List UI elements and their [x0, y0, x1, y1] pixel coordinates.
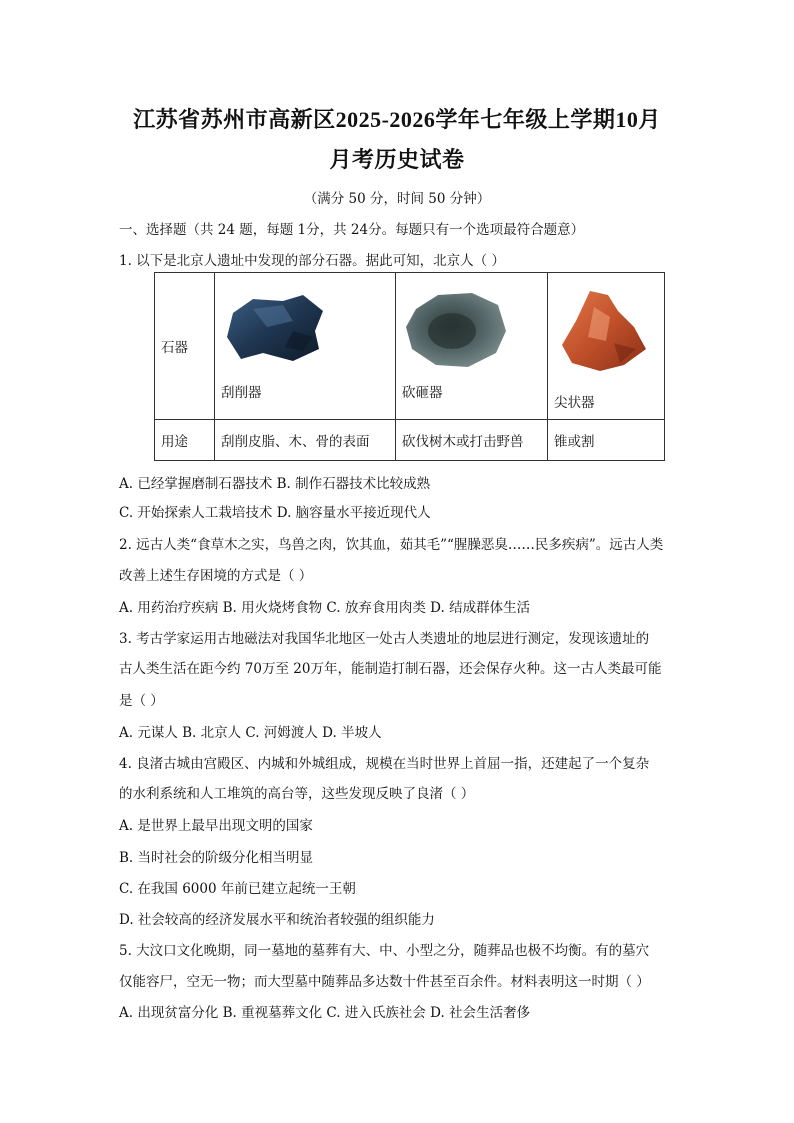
q5-options: A. 出现贫富分化 B. 重视墓葬文化 C. 进入氏族社会 D. 社会生活奢侈: [119, 1005, 531, 1021]
stone-tools-table: [154, 272, 665, 461]
q4-option-a: A. 是世界上最早出现文明的国家: [119, 818, 313, 834]
tool-cell-scraper: [215, 273, 396, 420]
tool-use-scraper: 刮削皮脂、木、骨的表面: [215, 420, 396, 461]
q4-stem-line1: 4. 良渚古城由宫殿区、内城和外城组成，规模在当时世界上首屈一指，还建起了一个复杂: [119, 756, 650, 772]
q4-option-d: D. 社会较高的经济发展水平和统治者较强的组织能力: [119, 912, 435, 928]
row-header-tools: 石器: [155, 273, 215, 420]
orange-red-stone-icon: [554, 287, 654, 377]
tool-cell-point: [548, 273, 665, 420]
section-heading: 一、选择题（共 24 题，每题 1分，共 24分。每题只有一个选项最符合题意）: [119, 222, 585, 238]
q5-stem-line2: 仅能容尸，空无一物；而大型墓中随葬品多达数十件甚至百余件。材料表明这一时期（ ）: [119, 974, 650, 990]
tool-cell-chopper: [396, 273, 548, 420]
exam-title-line1: 江苏省苏州市高新区2025-2026学年七年级上学期10月: [133, 107, 661, 132]
tool-name-chopper: 砍砸器: [402, 385, 443, 401]
q3-options: A. 元谋人 B. 北京人 C. 河姆渡人 D. 半坡人: [119, 725, 382, 741]
grey-green-stone-icon: [402, 289, 512, 371]
tool-name-point: 尖状器: [554, 395, 595, 411]
q4-option-b: B. 当时社会的阶级分化相当明显: [119, 850, 314, 866]
q1-stem: 1. 以下是北京人遗址中发现的部分石器。据此可知，北京人（ ）: [119, 253, 505, 269]
q1-options-line2: C. 开始探索人工栽培技术 D. 脑容量水平接近现代人: [119, 505, 431, 521]
q4-stem-line2: 的水利系统和人工堆筑的高台等，这些发现反映了良渚（ ）: [119, 786, 475, 802]
table-row: [155, 273, 665, 420]
tool-use-chopper: 砍伐树木或打击野兽: [396, 420, 548, 461]
q3-stem-line2: 古人类生活在距今约 70万至 20万年，能制造打制石器，还会保存火种。这一古人类最可能: [119, 661, 662, 677]
tool-name-scraper: 刮削器: [221, 385, 262, 401]
q2-options: A. 用药治疗疾病 B. 用火烧烤食物 C. 放弃食用肉类 D. 结成群体生活: [119, 600, 531, 616]
tool-use-point: 锥或割: [548, 420, 665, 461]
q2-stem-line2: 改善上述生存困境的方式是（ ）: [119, 568, 313, 584]
q5-stem-line1: 5. 大汶口文化晚期，同一墓地的墓葬有大、中、小型之分，随葬品也极不均衡。有的墓穴: [119, 943, 650, 959]
exam-title-line2: 月考历史试卷: [329, 147, 465, 172]
q4-option-c: C. 在我国 6000 年前已建立起统一王朝: [119, 881, 356, 897]
q3-stem-line3: 是（ ）: [119, 693, 164, 709]
table-row: [155, 420, 665, 461]
q1-options-line1: A. 已经掌握磨制石器技术 B. 制作石器技术比较成熟: [119, 476, 431, 492]
exam-subtitle: （满分 50 分，时间 50 分钟）: [303, 191, 491, 207]
dark-blue-stone-icon: [223, 291, 333, 371]
q3-stem-line1: 3. 考古学家运用古地磁法对我国华北地区一处古人类遗址的地层进行测定，发现该遗址的: [119, 631, 650, 647]
q2-stem-line1: 2. 远古人类“食草木之实，鸟兽之肉，饮其血，茹其毛”“腥臊恶臭……民多疾病”。远古人类: [119, 537, 664, 553]
row-header-use: 用途: [155, 420, 215, 461]
